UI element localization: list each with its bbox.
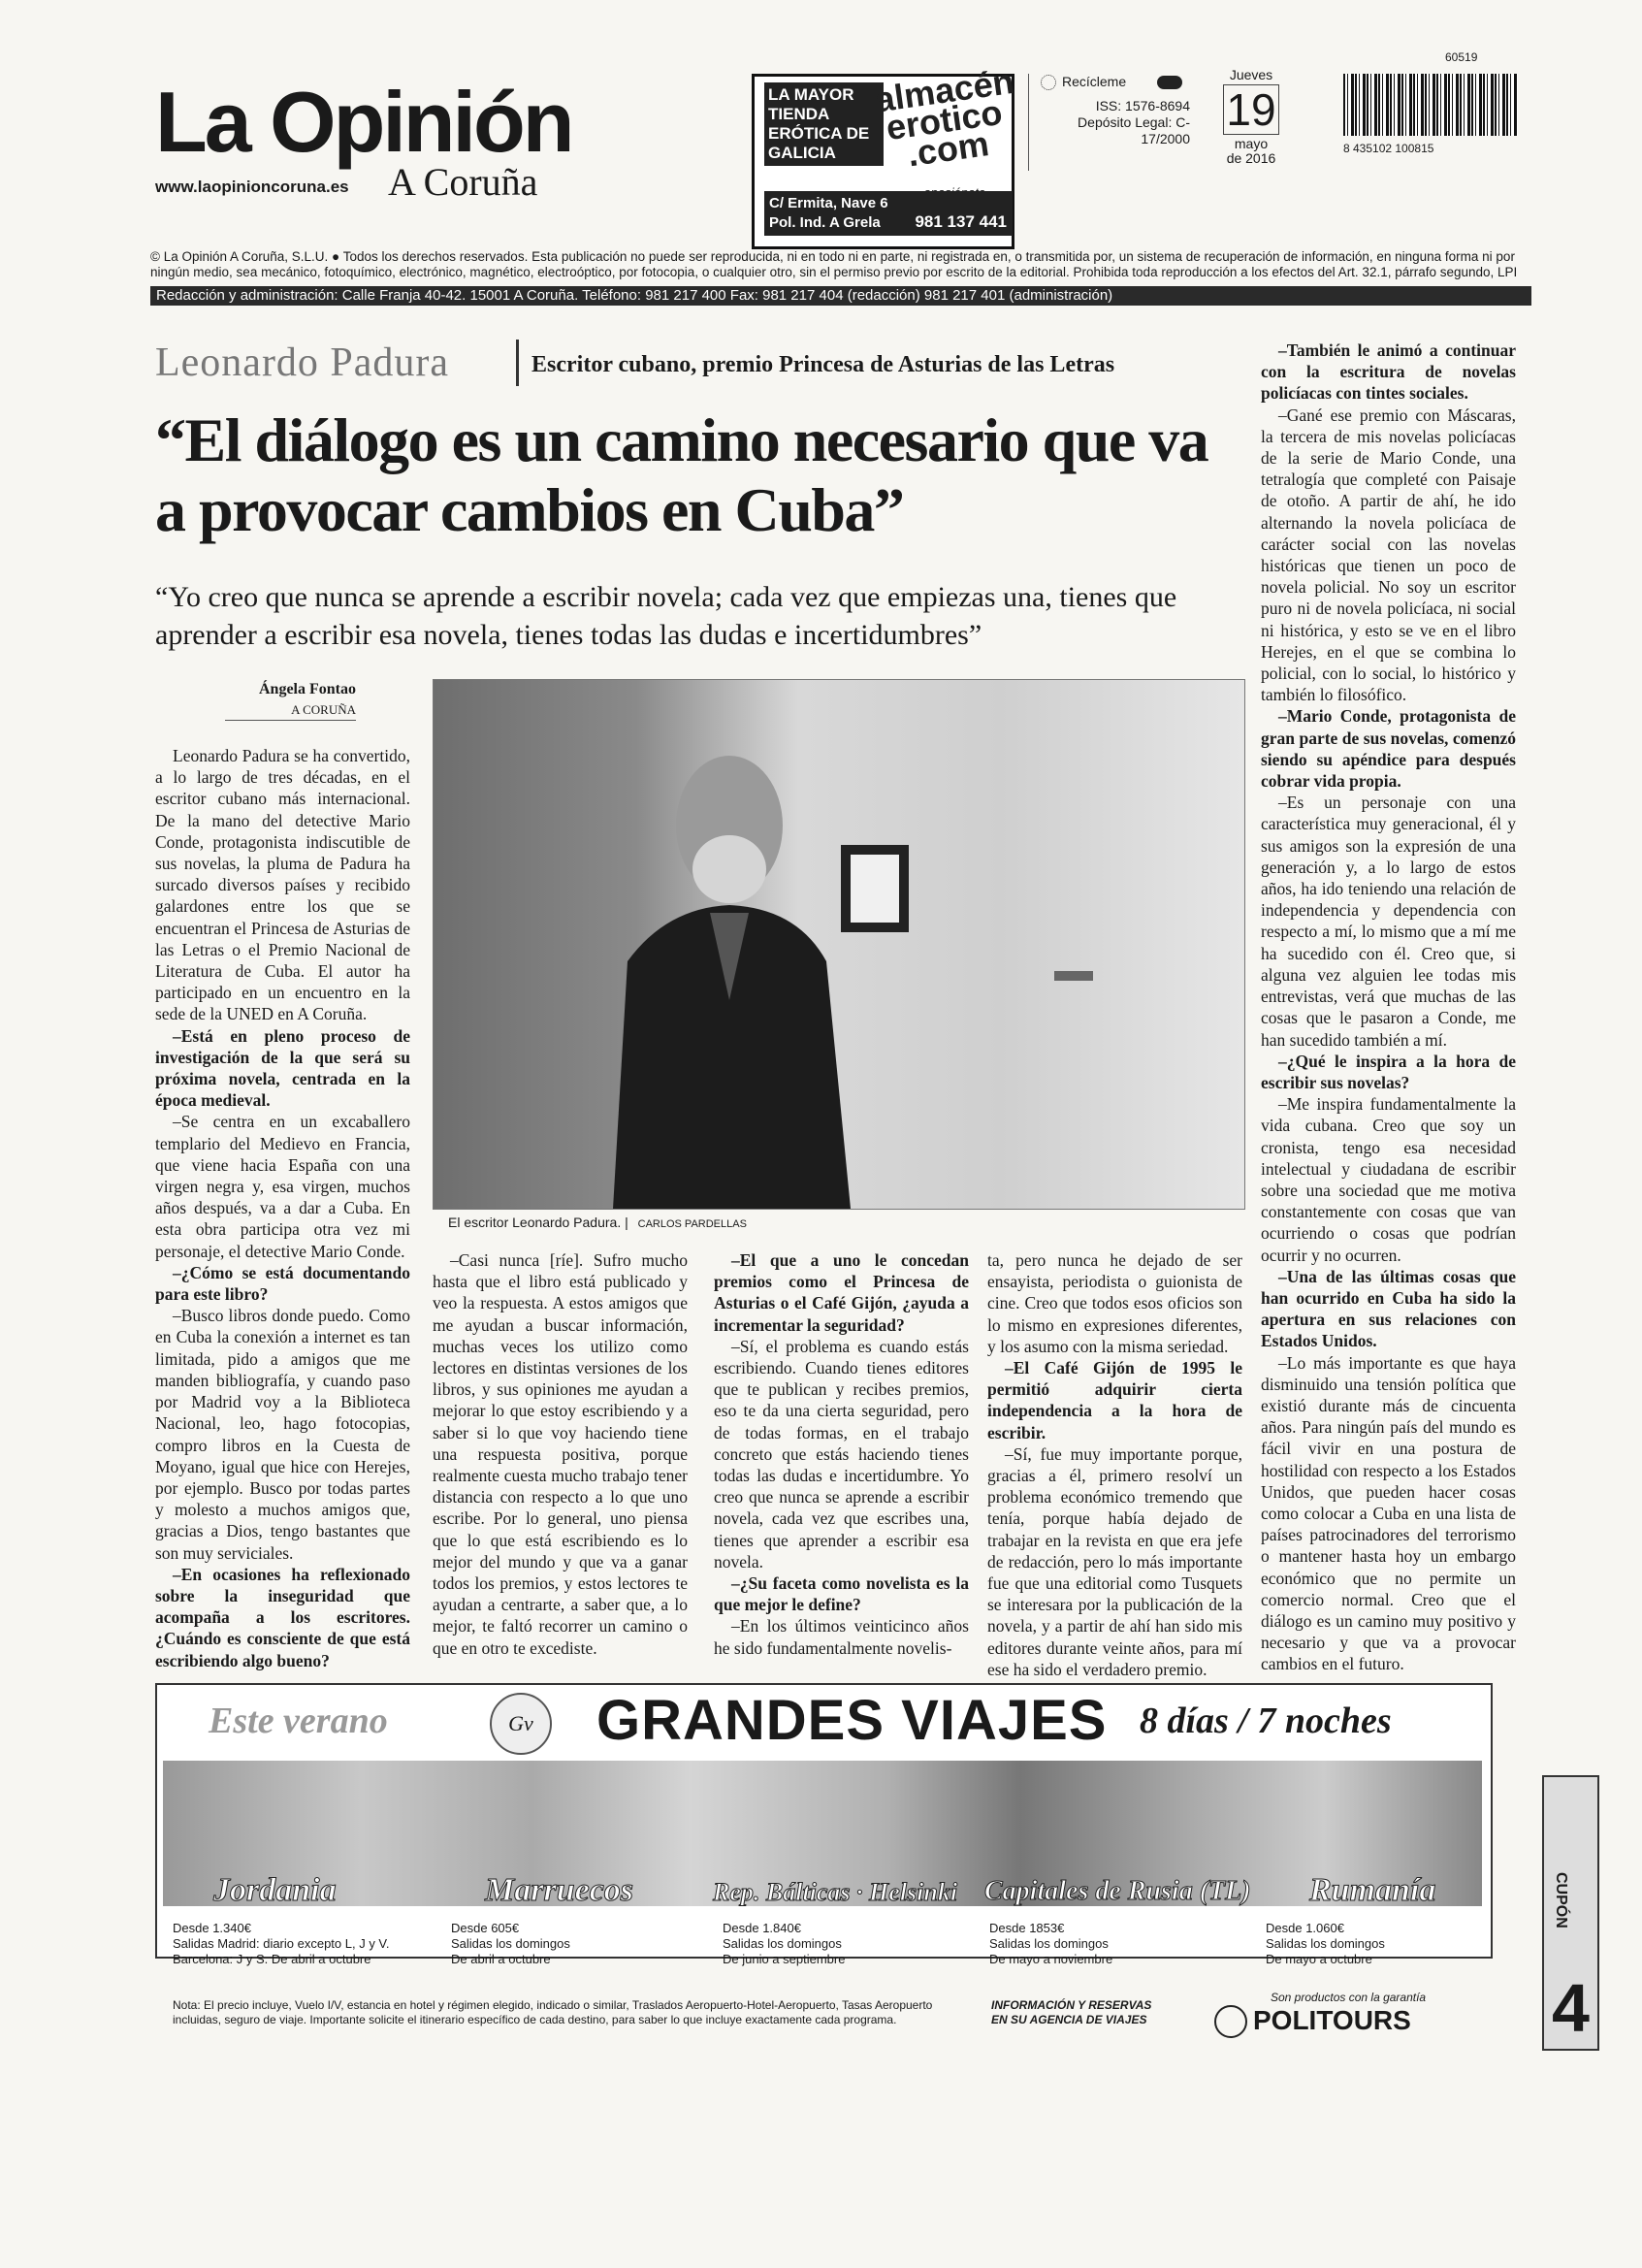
masthead-city: A Coruña bbox=[388, 160, 538, 204]
author-photo bbox=[433, 679, 1245, 1210]
masthead-title: La Opinión bbox=[155, 74, 572, 170]
article-column-2 bbox=[433, 1249, 688, 1659]
recycle-label: Recícleme bbox=[1062, 74, 1127, 89]
dest-departures: Salidas los domingos bbox=[723, 1936, 842, 1951]
issn: ISS: 1576-8694 bbox=[1095, 98, 1190, 114]
interview-question: –El que a uno le concedan premios como el Princesa de Asturias o el Café Gijón, ¿ayuda a incrementar la seguridad? bbox=[714, 1250, 969, 1335]
dest-info-marruecos bbox=[451, 1921, 664, 1967]
interview-question: –También le animó a continuar con la escritura de novelas policíacas con tintes sociales. bbox=[1261, 340, 1516, 404]
interview-answer: –Busco libros donde puedo. Como en Cuba la conexión a internet es tan limitada, pido a amigos que me manden bibliografía, y cuando paso por Madrid voy a la Biblioteca Nacional, leo, hago fotocopias, compro libros en la Cuesta de Moyano, igual que hice con Herejes, por ejemplo. Busco por todas partes y molesto a muchos amigos que, gracias a Dios, tengo bastantes que son muy serviciales. bbox=[155, 1306, 410, 1563]
interview-question: –Mario Conde, protagonista de gran parte de sus novelas, comenzó siendo su apéndice para después cobrar vida propia. bbox=[1261, 706, 1516, 792]
dest-departures: Salidas los domingos bbox=[451, 1936, 570, 1951]
interview-answer: –Casi nunca [ríe]. Sufro mucho hasta que el libro está publicado y veo la respuesta. A estos amigos que me ayudan a buscar información, muchas veces los utilizo como lectores en distintas versiones de los libros, y sus opiniones me ayudan a mejorar lo que estoy escribiendo y a saber si lo que voy haciendo tiene una respuesta positiva, porque realmente cuesta mucho trabajo tener distancia con respecto a lo que uno escribe. Por lo general, uno piensa que lo que está escribiendo es lo mejor del mundo y que va a ganar todos los premios, y estos lectores te ayudan a centrarte, a saber que, a lo mejor, te faltó recorrer un camino o que en otro te excediste. bbox=[433, 1250, 688, 1658]
advert-address: C/ Ermita, Nave 6 Pol. Ind. A Grela bbox=[769, 195, 888, 231]
legal-notice: © La Opinión A Coruña, S.L.U. ● Todos los derechos reservados. Esta publicación no puede ser reproducida, ni en todo ni en parte, ni registrada en, o transmitida por, un sistema de recuperación de información, en ninguna forma ni por ningún medio, sea mecánico, fotoquímico, electrónico, magnético, electroóptico, por fotocopia, o cualquier otro, sin el permiso previo por escrito de la editorial. Prohibida toda reproducción a los efectos del Art. 32.1, párrafo segundo, LPI bbox=[150, 249, 1518, 279]
dest-info-rusia bbox=[989, 1921, 1232, 1967]
dest-name-rumania: Rumanía bbox=[1309, 1872, 1436, 1908]
interview-answer: –Me inspira fundamentalmente la vida cubana. Creo que soy un cronista, tengo esa necesidad intelectual y ciudadana de escribir sobre una sociedad que me motiva constantemente con cosas que van ocurriendo o cosas que podrían ocurrir y no ocurren. bbox=[1261, 1094, 1516, 1265]
dest-info-balticas bbox=[723, 1921, 965, 1967]
article-column-3 bbox=[714, 1249, 969, 1659]
interview-answer: –Sí, fue muy importante porque, gracias a él, primero resolví un problema económico tremendo que tenía, porque había dejado de trabajar en la revista en que era jefe de redacción, pero lo más importante fue que una editorial como Tusquets se interesara por la publicación de la novela, y a partir de ahí han sido mis editores durante veinte años, para mí ese ha sido el verdadero premio. bbox=[987, 1443, 1242, 1679]
dest-departures: Salidas los domingos bbox=[989, 1936, 1109, 1951]
dest-price: Desde 1.340€ bbox=[173, 1921, 251, 1935]
barcode-top-number: 60519 bbox=[1445, 50, 1478, 64]
barcode-number: 8 435102 100815 bbox=[1343, 142, 1434, 155]
coupon-number: 4 bbox=[1552, 1970, 1590, 2046]
banner-booking-info: INFORMACIÓN Y RESERVAS EN SU AGENCIA DE VIAJES bbox=[991, 1998, 1152, 2026]
advert-left-text: LA MAYOR TIENDA ERÓTICA DE GALICIA bbox=[764, 82, 884, 166]
byline-author: Ángela Fontao bbox=[259, 681, 356, 697]
dest-season: De mayo a octubre bbox=[1266, 1952, 1372, 1966]
interview-answer: –Sí, el problema es cuando estás escribiendo. Cuando tienes editores que te publican y recibes premios, eso te da una cierta seguridad, pero de todas formas, en el trabajo concreto que estás haciendo tienes todas las dudas e incertidumbre. Yo creo que nunca se aprende a escribir novela, cada vez que escribes una, tienes que aprender a escribir esa novela. bbox=[714, 1336, 969, 1571]
article-column-5 bbox=[1261, 340, 1516, 1675]
dest-season: De mayo a noviembre bbox=[989, 1952, 1113, 1966]
issue-date bbox=[1217, 68, 1285, 166]
deck-quote: “Yo creo que nunca se aprende a escribir novela; cada vez que empiezas una, tienes que aprender a escribir esa novela, tienes todas las dudas e incertidumbres” bbox=[155, 581, 1177, 651]
banner-este-verano: Este verano bbox=[209, 1701, 388, 1741]
dest-price: Desde 1.060€ bbox=[1266, 1921, 1344, 1935]
interview-answer: –En los últimos veinticinco años he sido fundamentalmente novelis- bbox=[714, 1616, 969, 1658]
photo-credit: CARLOS PARDELLAS bbox=[637, 1218, 747, 1230]
article-column-1 bbox=[155, 745, 410, 1671]
address-bar: Redacción y administración: Calle Franja 40-42. 15001 A Coruña. Teléfono: 981 217 400 Fax: 981 217 404 (redacción) 981 217 401 (administración) bbox=[150, 286, 1531, 306]
interview-answer: ta, pero nunca he dejado de ser ensayista, periodista o guionista de cine. Creo que todos esos oficios son lo mismo en expresiones diferentes, y los asumo con la misma seriedad. bbox=[987, 1250, 1242, 1356]
recycle-row bbox=[1029, 74, 1194, 90]
barcode-image bbox=[1343, 74, 1518, 136]
dest-price: Desde 1853€ bbox=[989, 1921, 1065, 1935]
interview-question: –¿Qué le inspira a la hora de escribir sus novelas? bbox=[1261, 1051, 1516, 1092]
politours-wordmark: POLITOURS bbox=[1253, 2005, 1411, 2035]
byline-rule bbox=[225, 720, 356, 721]
interview-answer: Leonardo Padura se ha convertido, a lo largo de tres décadas, en el escritor cubano más internacional. De la mano del detective Mario Conde, protagonista indiscutible de sus novelas, la pluma de Padura ha surcado diversos países y recibido galardones entre los que se encuentran el Princesa de Asturias de las Letras o el Premio Nacional de Literatura de Cuba. El autor ha participado en un encuentro en la sede de la UNED en A Coruña. bbox=[155, 746, 410, 1024]
interview-answer: –Gané ese premio con Máscaras, la tercera de mis novelas policíacas de la serie de Mario Conde, una tetralogía que completé con Paisaje de otoño. A partir de ahí, he ido alternando la novela policíaca de carácter social con las novelas históricas que tienen un poco de novela policial. No soy un escritor puro ni de novela policíaca, ni social ni histórica, y esto se ve en el libro Herejes, en el que se combina lo policial, con lo social, lo histórico y también lo filosófico. bbox=[1261, 405, 1516, 705]
interview-answer: –Lo más importante es que haya disminuido una tensión política que existió durante más de cincuenta años. Para ningún país del mundo es fácil vivir en una postura de hostilidad con respecto a los Estados Unidos, que pueden hacer cosas como colocar a Cuba en una lista de países patrocinadores del terrorismo o mantener hasta hoy un embargo económico que no permite un comercio normal. Creo que el diálogo es un camino muy positivo y necesario y que va a provocar cambios en el futuro. bbox=[1261, 1352, 1516, 1674]
interview-answer: –Se centra en un excaballero templario del Medievo en Francia, que viene hacia España con una virgen negra y, esa virgen, muchos años después, va a dar a Cuba. En esta obra participa otra vez mi personaje, el detective Mario Conde. bbox=[155, 1112, 410, 1261]
dest-name-balticas: Rep. Bálticas · Helsinki bbox=[713, 1878, 958, 1906]
photo-caption: El escritor Leonardo Padura. | CARLOS PARDELLAS bbox=[448, 1215, 747, 1230]
politours-label: Son productos con la garantía bbox=[1271, 1991, 1427, 2004]
interview-question: –¿Su faceta como novelista es la que mejor le define? bbox=[714, 1573, 969, 1615]
headline: “El diálogo es un camino necesario que va a provocar cambios en Cuba” bbox=[155, 405, 1208, 544]
byline-place: A CORUÑA bbox=[291, 702, 356, 717]
interview-question: –¿Cómo se está documentando para este libro? bbox=[155, 1262, 410, 1305]
banner-title: GRANDES VIAJES bbox=[596, 1689, 1108, 1752]
dest-name-rusia: Capitales de Rusia (TL) bbox=[984, 1876, 1251, 1906]
interview-question: –En ocasiones ha reflexionado sobre la inseguridad que acompaña a los escritores. ¿Cuándo es consciente de que está escribiendo algo bueno? bbox=[155, 1564, 410, 1670]
date-month: mayo bbox=[1234, 136, 1269, 151]
name-divider bbox=[516, 340, 519, 386]
dest-departures: Salidas los domingos bbox=[1266, 1936, 1385, 1951]
dest-season: De junio a septiembre bbox=[723, 1952, 846, 1966]
caption-text: El escritor Leonardo Padura. bbox=[448, 1215, 622, 1230]
deposito-legal: Depósito Legal: C-17/2000 bbox=[1078, 114, 1190, 147]
interviewee-subtitle: Escritor cubano, premio Princesa de Asturias de las Letras bbox=[531, 352, 1115, 377]
dest-season: Barcelona: J y S. De abril a octubre bbox=[173, 1952, 371, 1966]
interview-question: –Está en pleno proceso de investigación de la que será su próxima novela, centrada en la época medieval. bbox=[155, 1025, 410, 1111]
masthead-url[interactable]: www.laopinioncoruna.es bbox=[155, 178, 349, 196]
banner-note: Nota: El precio incluye, Vuelo I/V, estancia en hotel y régimen elegido, indicado o similar, Traslados Aeropuerto-Hotel-Aeropuerto, Tasas Aeropuerto incluidas, seguro de viaje. Importante solicite el itinerario específico de cada destino, para saber lo que incluye exactamente cada programa. bbox=[173, 1998, 933, 2026]
advert-address-block bbox=[764, 191, 1013, 236]
dest-name-jordania: Jordania bbox=[213, 1872, 337, 1908]
dest-info-jordania bbox=[173, 1921, 464, 1967]
dest-price: Desde 605€ bbox=[451, 1921, 520, 1935]
recycle-icon bbox=[1041, 75, 1056, 90]
date-year: de 2016 bbox=[1226, 150, 1276, 166]
interview-question: –El Café Gijón de 1995 le permitió adquirir cierta independencia a la hora de escribir. bbox=[987, 1358, 1242, 1442]
dest-season: De abril a octubre bbox=[451, 1952, 551, 1966]
interview-answer: –Es un personaje con una característica muy generacional, él y sus amigos son la expresión de una generación y, a lo largo de estos años, ha ido teniendo una relación de independencia y dependencia con respecto a mí, lo mismo que a mí me ha sucedido con él. Creo que, si alguna vez alguien lee todas mis entrevistas, verá que muchas de las cosas que le pasaron a Conde, me han sucedido también a mí. bbox=[1261, 793, 1516, 1050]
politours-logo-icon bbox=[1214, 2005, 1247, 2038]
dest-info-rumania bbox=[1266, 1921, 1479, 1967]
dest-departures: Salidas Madrid: diario excepto L, J y V. bbox=[173, 1936, 390, 1951]
advert-brand: almacén erotico .com bbox=[872, 60, 1016, 175]
coupon-label: CUPÓN bbox=[1553, 1872, 1569, 1928]
publication-info bbox=[1028, 74, 1194, 171]
dest-price: Desde 1.840€ bbox=[723, 1921, 801, 1935]
dest-name-marruecos: Marruecos bbox=[485, 1872, 634, 1908]
banner-logo: Gv bbox=[490, 1693, 552, 1755]
sex-shop-advert bbox=[752, 60, 1016, 249]
banner-days: 8 días / 7 noches bbox=[1140, 1701, 1392, 1741]
date-day: 19 bbox=[1223, 84, 1279, 135]
interview-question: –Una de las últimas cosas que han ocurrido en Cuba ha sido la apertura en sus relaciones con Estados Unidos. bbox=[1261, 1266, 1516, 1351]
article-column-4 bbox=[987, 1249, 1242, 1680]
date-weekday: Jueves bbox=[1229, 67, 1273, 82]
oja-logo-icon bbox=[1157, 76, 1182, 89]
interviewee-name: Leonardo Padura bbox=[155, 340, 450, 385]
advert-phone: 981 137 441 bbox=[915, 212, 1007, 231]
photo-figure-icon bbox=[434, 680, 1244, 1209]
